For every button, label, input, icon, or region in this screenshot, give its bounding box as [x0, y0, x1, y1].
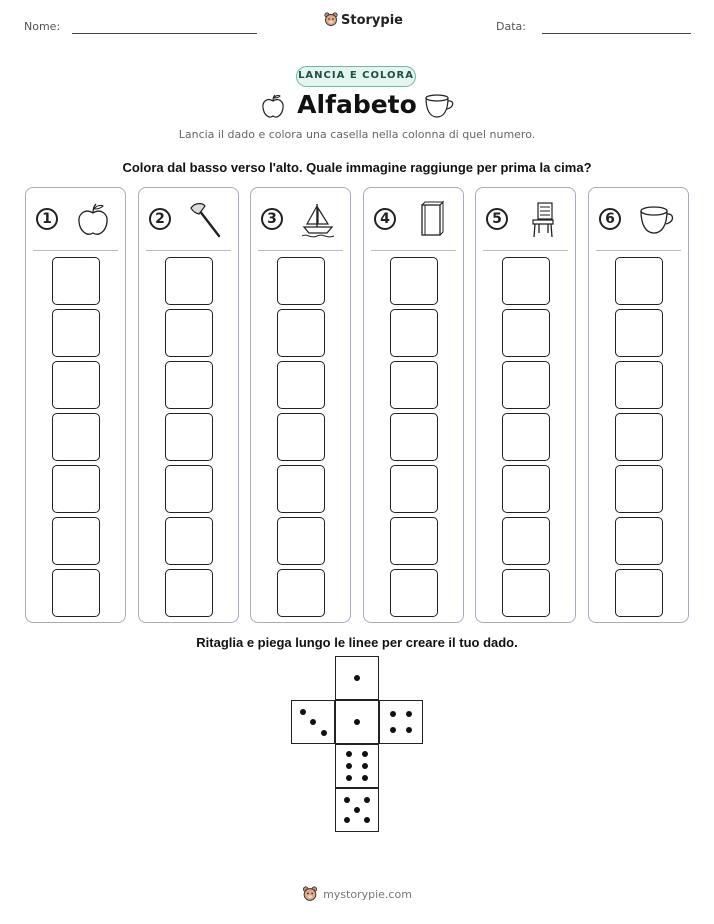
column-5: [475, 187, 576, 623]
column-4: [363, 187, 464, 623]
color-box[interactable]: [615, 361, 663, 409]
color-box[interactable]: [390, 257, 438, 305]
color-box[interactable]: [52, 465, 100, 513]
color-box[interactable]: [165, 517, 213, 565]
color-box[interactable]: [52, 569, 100, 617]
color-box[interactable]: [390, 517, 438, 565]
die-pip: [354, 675, 360, 681]
color-box[interactable]: [615, 257, 663, 305]
column-number: 1: [36, 208, 58, 230]
color-box[interactable]: [390, 569, 438, 617]
brand-name: Storypie: [341, 12, 403, 28]
die-pip: [344, 797, 350, 803]
color-box[interactable]: [52, 361, 100, 409]
name-line: [72, 33, 257, 34]
color-box[interactable]: [165, 569, 213, 617]
column-divider: [483, 250, 568, 251]
die-pip: [344, 817, 350, 823]
column-3: [250, 187, 351, 623]
column-number: 3: [261, 208, 283, 230]
cup-icon: [423, 92, 457, 120]
sailboat-icon: [299, 200, 337, 240]
color-box[interactable]: [390, 465, 438, 513]
chair-icon: [524, 200, 562, 240]
color-box[interactable]: [165, 465, 213, 513]
color-box[interactable]: [502, 361, 550, 409]
color-box[interactable]: [165, 309, 213, 357]
subtitle: Lancia il dado e colora una casella nella colonna di quel numero.: [178, 128, 536, 141]
color-box[interactable]: [615, 517, 663, 565]
name-label: Nome:: [24, 20, 61, 33]
apple-icon: [74, 200, 112, 240]
die-pip: [364, 817, 370, 823]
column-number: 6: [599, 208, 621, 230]
instruction: Colora dal basso verso l'alto. Quale immagine raggiunge per prima la cima?: [122, 160, 592, 175]
page-title: Alfabeto: [297, 90, 417, 119]
column-divider: [33, 250, 118, 251]
column-2: [138, 187, 239, 623]
color-box[interactable]: [52, 257, 100, 305]
color-box[interactable]: [390, 309, 438, 357]
column-divider: [371, 250, 456, 251]
date-line: [542, 33, 691, 34]
die-face-1: [335, 700, 379, 744]
column-number: 5: [486, 208, 508, 230]
die-pip: [346, 763, 352, 769]
die-face-4: [379, 700, 423, 744]
column-6: [588, 187, 689, 623]
column-divider: [146, 250, 231, 251]
die-pip: [346, 751, 352, 757]
die-pip: [354, 719, 360, 725]
color-box[interactable]: [502, 517, 550, 565]
book-icon: [412, 200, 450, 240]
color-box[interactable]: [277, 517, 325, 565]
color-box[interactable]: [390, 413, 438, 461]
storypie-bear-icon: [324, 12, 338, 28]
die-pip: [300, 709, 306, 715]
die-face-5: [335, 788, 379, 832]
die-pip: [362, 751, 368, 757]
column-number: 4: [374, 208, 396, 230]
brand-logo: [324, 12, 403, 28]
footer-url: mystorypie.com: [323, 888, 412, 901]
die-pip: [362, 775, 368, 781]
color-box[interactable]: [52, 413, 100, 461]
color-box[interactable]: [277, 257, 325, 305]
color-box[interactable]: [390, 361, 438, 409]
dice-instruction: Ritaglia e piega lungo le linee per creare il tuo dado.: [196, 635, 518, 650]
die-pip: [390, 727, 396, 733]
color-box[interactable]: [502, 257, 550, 305]
date-label: Data:: [496, 20, 526, 33]
activity-badge: LANCIA E COLORA: [296, 66, 416, 87]
die-pip: [364, 797, 370, 803]
die-face-6: [335, 744, 379, 788]
die-face-1: [335, 656, 379, 700]
color-box[interactable]: [502, 569, 550, 617]
color-box[interactable]: [277, 361, 325, 409]
cup-icon: [637, 200, 675, 240]
color-box[interactable]: [502, 309, 550, 357]
color-box[interactable]: [165, 361, 213, 409]
color-box[interactable]: [165, 413, 213, 461]
color-box[interactable]: [277, 309, 325, 357]
color-box[interactable]: [502, 465, 550, 513]
column-divider: [258, 250, 343, 251]
die-pip: [346, 775, 352, 781]
die-pip: [390, 711, 396, 717]
die-pip: [406, 711, 412, 717]
column-divider: [596, 250, 681, 251]
color-box[interactable]: [277, 569, 325, 617]
column-1: [25, 187, 126, 623]
color-box[interactable]: [615, 309, 663, 357]
footer: [0, 886, 714, 903]
die-pip: [362, 763, 368, 769]
color-box[interactable]: [52, 309, 100, 357]
color-box[interactable]: [52, 517, 100, 565]
color-box[interactable]: [165, 257, 213, 305]
color-box[interactable]: [277, 465, 325, 513]
axe-icon: [187, 200, 225, 240]
color-box[interactable]: [277, 413, 325, 461]
color-box[interactable]: [615, 465, 663, 513]
color-box[interactable]: [615, 413, 663, 461]
column-number: 2: [149, 208, 171, 230]
die-pip: [310, 719, 316, 725]
die-pip: [406, 727, 412, 733]
color-box[interactable]: [615, 569, 663, 617]
die-pip: [321, 730, 327, 736]
die-face-3: [291, 700, 335, 744]
color-box[interactable]: [502, 413, 550, 461]
die-pip: [354, 807, 360, 813]
storypie-bear-icon: [302, 886, 318, 903]
